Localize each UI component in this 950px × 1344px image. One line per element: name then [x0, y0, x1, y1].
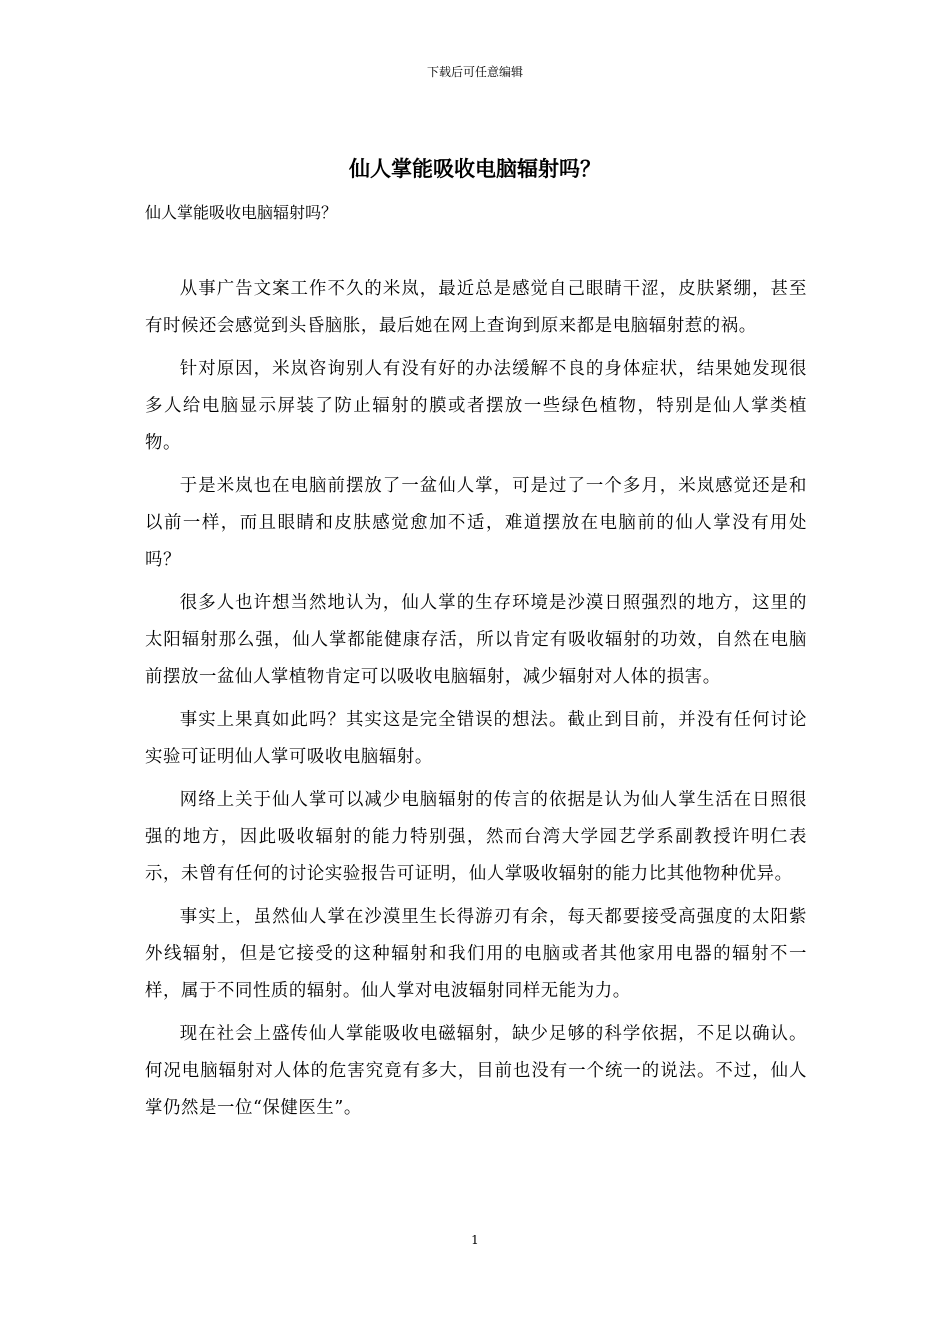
paragraph: 很多人也许想当然地认为，仙人掌的生存环境是沙漠日照强烈的地方，这里的太阳辐射那么强，仙人掌都能健康存活，所以肯定有吸收辐射的功效，自然在电脑前摆放一盆仙人掌植物肯定可以吸收电脑辐射，减少辐射对人体的损害。: [145, 593, 807, 687]
paragraph: 于是米岚也在电脑前摆放了一盆仙人掌，可是过了一个多月，米岚感觉还是和以前一样，而且眼睛和皮肤感觉愈加不适，难道摆放在电脑前的仙人掌没有用处吗？: [145, 476, 807, 570]
paragraph: 事实上果真如此吗？其实这是完全错误的想法。截止到目前，并没有任何讨论实验可证明仙人掌可吸收电脑辐射。: [145, 710, 807, 767]
paragraph: 针对原因，米岚咨询别人有没有好的办法缓解不良的身体症状，结果她发现很多人给电脑显示屏装了防止辐射的膜或者摆放一些绿色植物，特别是仙人掌类植物。: [145, 359, 807, 453]
page-number: 1: [471, 1233, 479, 1247]
paragraph: 网络上关于仙人掌可以减少电脑辐射的传言的依据是认为仙人掌生活在日照很强的地方，因此吸收辐射的能力特别强，然而台湾大学园艺学系副教授许明仁表示，未曾有任何的讨论实验报告可证明，仙人掌吸收辐射的能力比其他物种优异。: [145, 790, 807, 884]
document-subtitle: 仙人掌能吸收电脑辐射吗？: [145, 203, 338, 222]
page-header: 下载后可任意编辑: [426, 65, 523, 79]
paragraph: 从事广告文案工作不久的米岚，最近总是感觉自己眼睛干涩，皮肤紧绷，甚至有时候还会感觉到头昏脑胀，最后她在网上查询到原来都是电脑辐射惹的祸。: [145, 279, 807, 336]
document-title: 仙人掌能吸收电脑辐射吗？: [349, 156, 601, 181]
paragraph: 现在社会上盛传仙人掌能吸收电磁辐射，缺少足够的科学依据，不足以确认。何况电脑辐射对人体的危害究竟有多大，目前也没有一个统一的说法。不过，仙人掌仍然是一位“保健医生”。: [145, 1024, 807, 1118]
document-body: [145, 271, 807, 1133]
paragraph: 事实上，虽然仙人掌在沙漠里生长得游刃有余，每天都要接受高强度的太阳紫外线辐射，但是它接受的这种辐射和我们用的电脑或者其他家用电器的辐射不一样，属于不同性质的辐射。仙人掌对电波辐射同样无能为力。: [145, 907, 807, 1001]
